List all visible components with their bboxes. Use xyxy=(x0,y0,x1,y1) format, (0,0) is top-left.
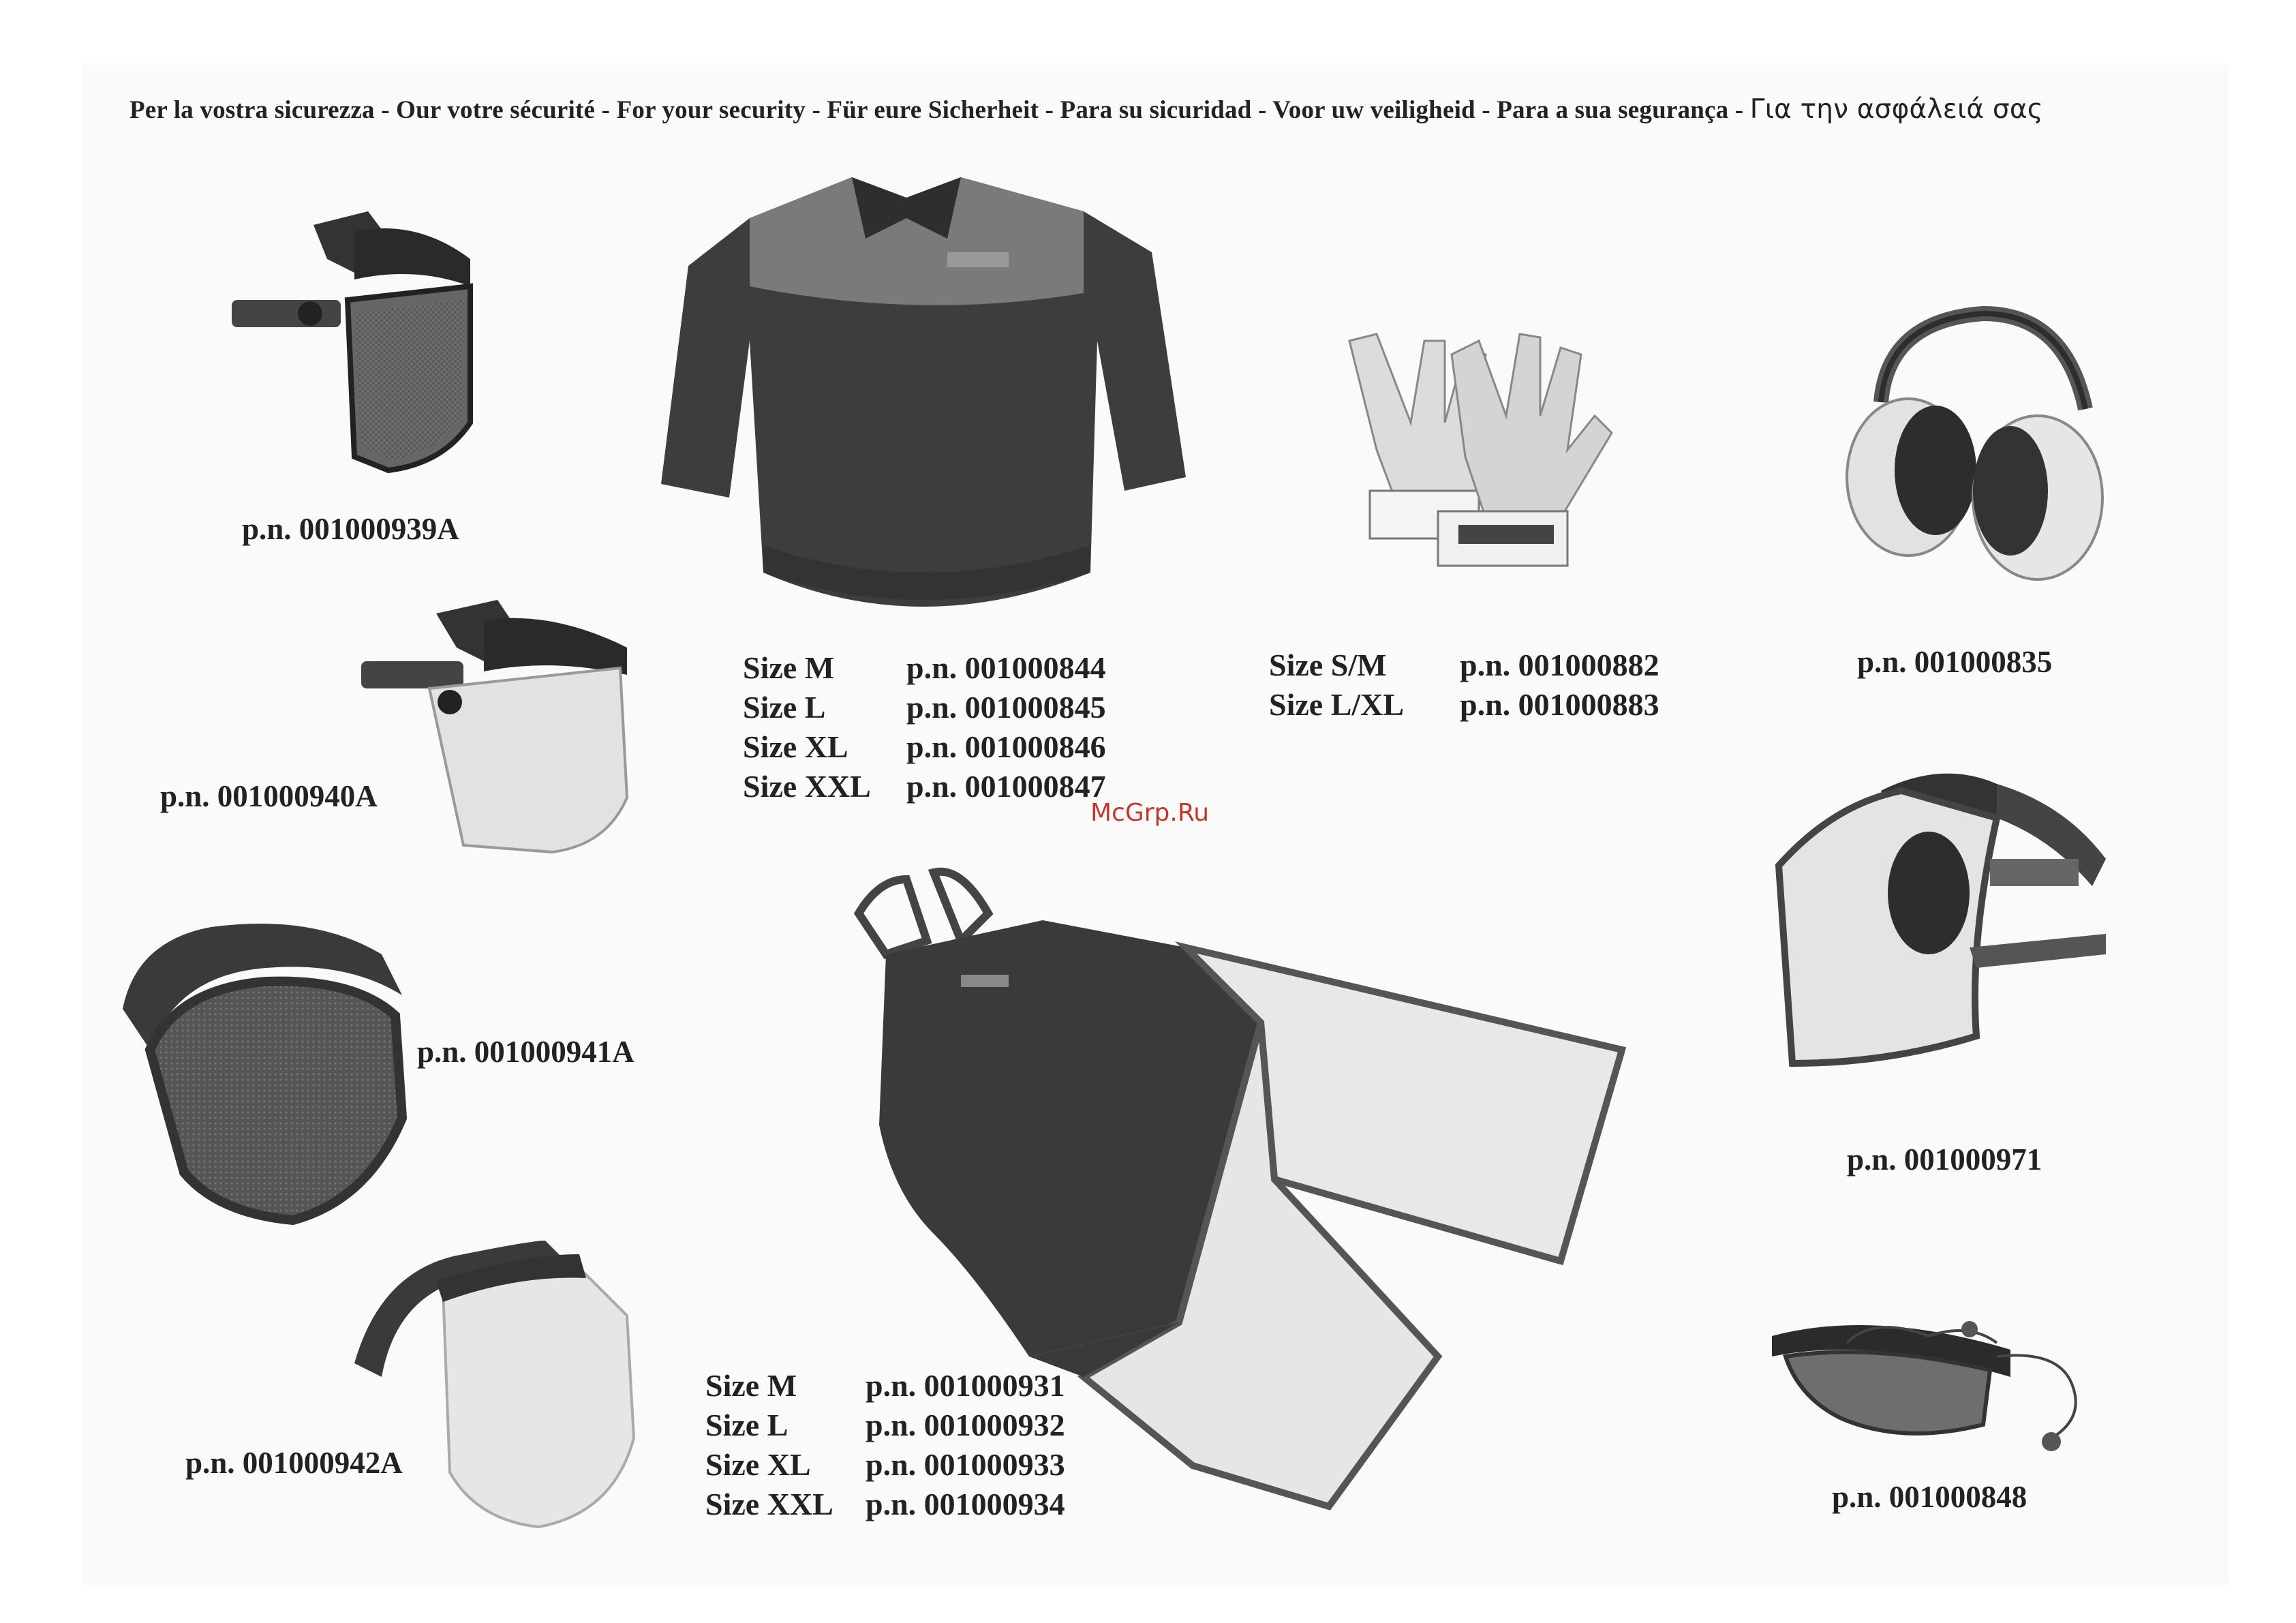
size-row xyxy=(743,687,1106,727)
pn-label: p.n. 001000847 xyxy=(906,768,1106,804)
size-label: Size XXL xyxy=(743,768,871,804)
pn-label: p.n. 001000845 xyxy=(906,689,1106,725)
size-label: Size M xyxy=(705,1367,797,1403)
mesh-visor-icon xyxy=(218,198,491,504)
pn-label-848: p.n. 001000848 xyxy=(1832,1480,2027,1514)
jacket-icon xyxy=(647,164,1193,627)
title-text: Per la vostra sicurezza - Our votre sécurité - For your security - Für eure Sicherheit - Para su sicuridad - Voor uw veiligheid - Para a sua segurança - xyxy=(129,96,1750,124)
earmuffs-icon xyxy=(1833,300,2106,586)
pn-label: p.n. 001000882 xyxy=(1460,647,1659,682)
size-label: Size L xyxy=(705,1407,789,1442)
size-row xyxy=(705,1444,1065,1484)
size-label: Size XL xyxy=(705,1446,811,1482)
page-title xyxy=(129,94,2174,125)
size-row xyxy=(743,727,1106,766)
watermark: McGrp.Ru xyxy=(1090,799,1210,827)
size-label: Size XXL xyxy=(705,1486,833,1521)
size-label: Size XL xyxy=(743,729,848,764)
pn-label: p.n. 001000846 xyxy=(906,729,1106,764)
size-row xyxy=(705,1365,1065,1405)
pn-label: p.n. 001000932 xyxy=(866,1407,1065,1442)
gloves-size-list xyxy=(1269,645,1659,724)
size-row xyxy=(743,766,1106,806)
size-row xyxy=(743,648,1106,687)
size-label: Size L/XL xyxy=(1269,686,1405,722)
size-row xyxy=(705,1484,1065,1523)
gloves-icon xyxy=(1336,314,1622,586)
pn-label-941: p.n. 001000941A xyxy=(417,1035,634,1069)
trousers-size-list xyxy=(705,1365,1065,1523)
jacket-size-list xyxy=(743,648,1106,806)
pn-label: p.n. 001000844 xyxy=(906,650,1106,685)
size-label: Size L xyxy=(743,689,826,725)
pn-label-971: p.n. 001000971 xyxy=(1847,1142,2042,1177)
pn-label: p.n. 001000931 xyxy=(866,1367,1065,1403)
clear-visor-icon xyxy=(341,1227,647,1541)
size-label: Size S/M xyxy=(1269,647,1387,682)
mesh-visor-icon xyxy=(109,913,409,1227)
size-row xyxy=(1269,645,1659,684)
clear-visor-icon xyxy=(348,593,634,866)
title-greek-text: Για την ασφάλειά σας xyxy=(1749,94,2043,125)
size-row xyxy=(705,1405,1065,1444)
pn-label-942: p.n. 001000942A xyxy=(185,1446,403,1480)
pn-label-835: p.n. 001000835 xyxy=(1857,645,2053,679)
visor-earmuff-icon xyxy=(1765,763,2119,1104)
size-label: Size M xyxy=(743,650,835,685)
pn-label-939: p.n. 001000939A xyxy=(242,512,459,546)
pn-label-940: p.n. 001000940A xyxy=(160,779,378,813)
size-row xyxy=(1269,684,1659,724)
pn-label: p.n. 001000934 xyxy=(866,1486,1065,1521)
pn-label: p.n. 001000933 xyxy=(866,1446,1065,1482)
safety-glasses-icon xyxy=(1765,1309,2119,1472)
pn-label: p.n. 001000883 xyxy=(1460,686,1659,722)
